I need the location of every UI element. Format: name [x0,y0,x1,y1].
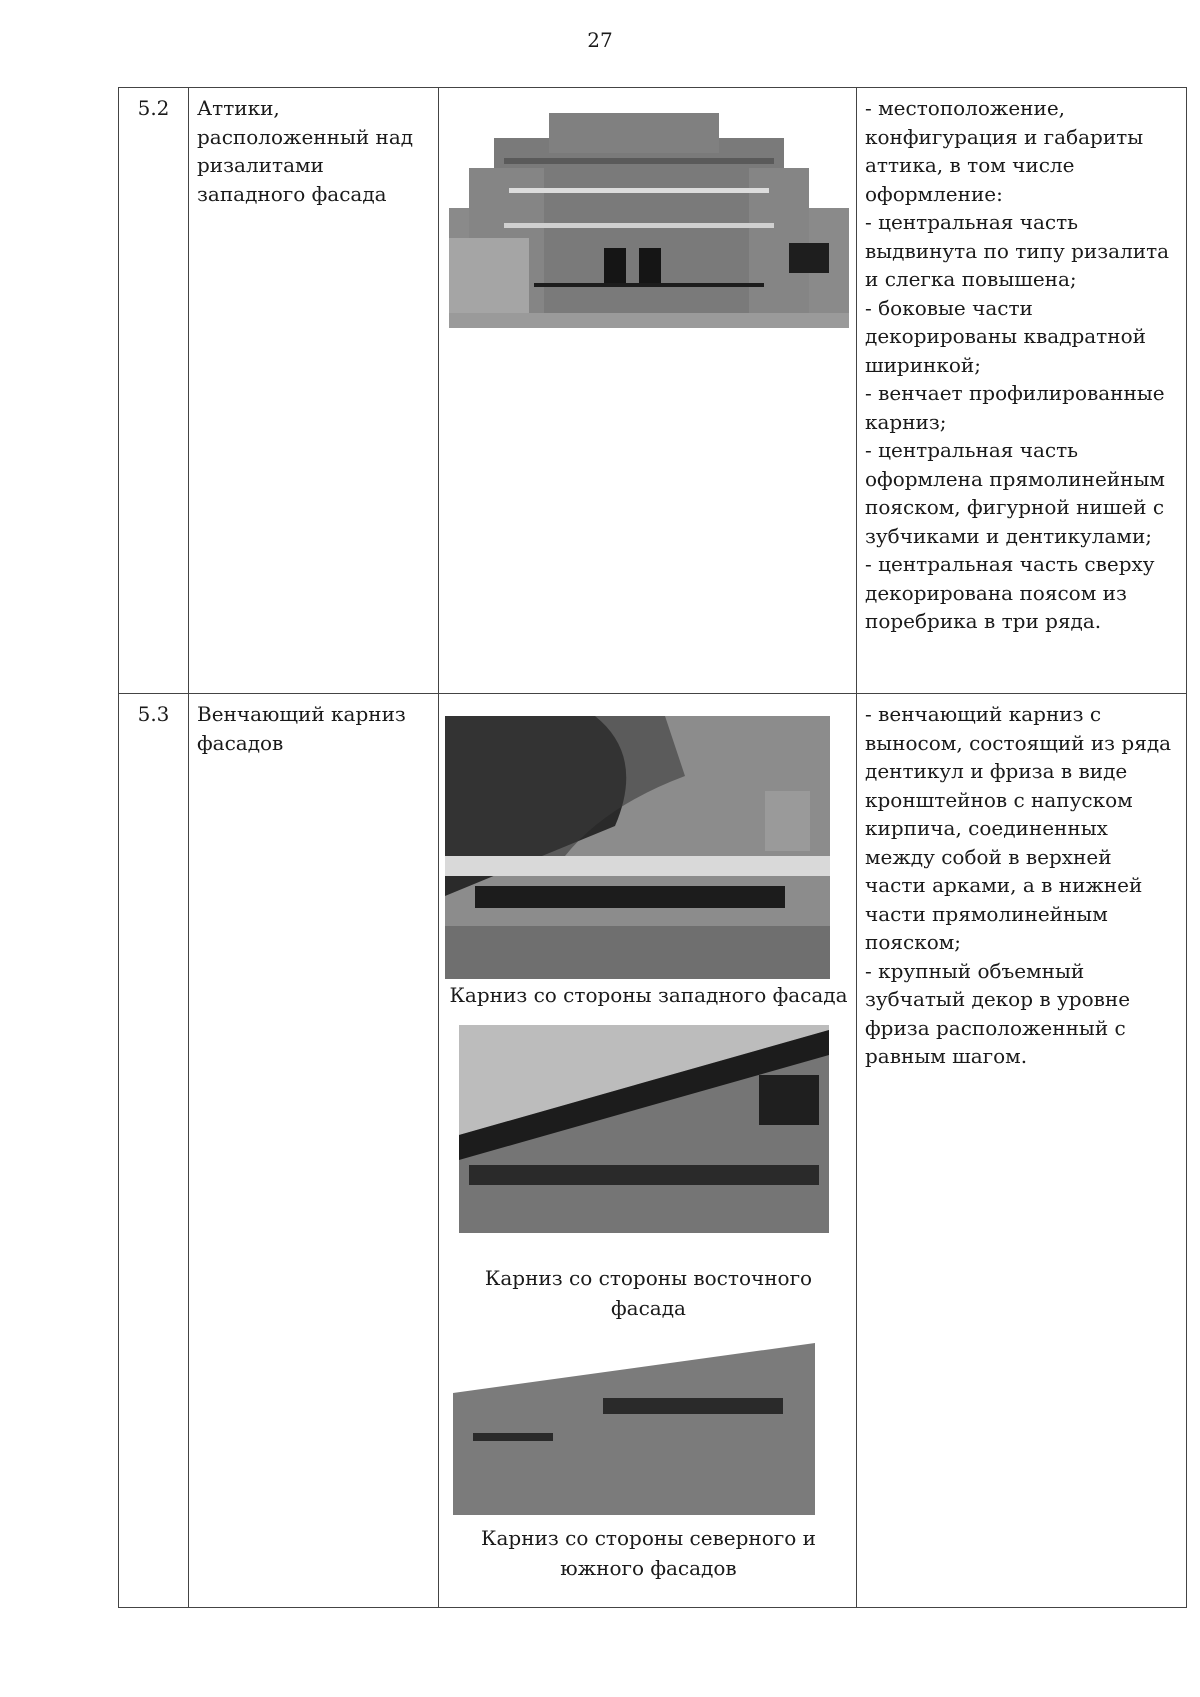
element-name: Аттики, расположенный над ризалитами западного фасада [189,88,439,694]
west-cornice-caption: Карниз со стороны западного фасада [449,983,848,1007]
protected-elements-table [118,87,1187,1608]
table-row-5-3 [119,694,1187,1608]
row-number: 5.3 [119,694,189,1608]
west-cornice-photo-icon [445,716,830,979]
attic-photo-icon [449,108,849,328]
row-number: 5.2 [119,88,189,694]
photo-cell [439,88,857,694]
east-cornice-photo-icon [459,1025,829,1233]
north-south-cornice-caption: Карниз со стороны северного и южного фасадов [481,1526,816,1580]
description: - венчающий карниз с выносом, состоящий из ряда дентикул и фриза в виде кронштейнов с напуском кирпича, соединенных между собой в верхней части арками, а в нижней части прямолинейным пояском; - крупный объемный зубчатый декор в уровне фриза расположенный с равным шагом. [857,694,1187,1608]
east-cornice-caption: Карниз со стороны восточного фасада [484,1266,813,1320]
element-name: Венчающий карниз фасадов [189,694,439,1608]
photo-cell [439,694,857,1608]
north-south-cornice-photo-icon [453,1343,815,1515]
table-row-5-2 [119,88,1187,694]
description: - местоположение, конфигурация и габариты аттика, в том числе оформление: - центральная часть выдвинута по типу ризалита и слегка повышена; - боковые части декорированы квадратной ширинкой; - венчает профилированные карниз; - центральная часть оформлена прямолинейным пояском, фигурной нишей с зубчиками и дентикулами; - центральная часть сверху декорирована поясом из поребрика в три ряда. [857,88,1187,694]
page-number: 27 [587,28,613,52]
